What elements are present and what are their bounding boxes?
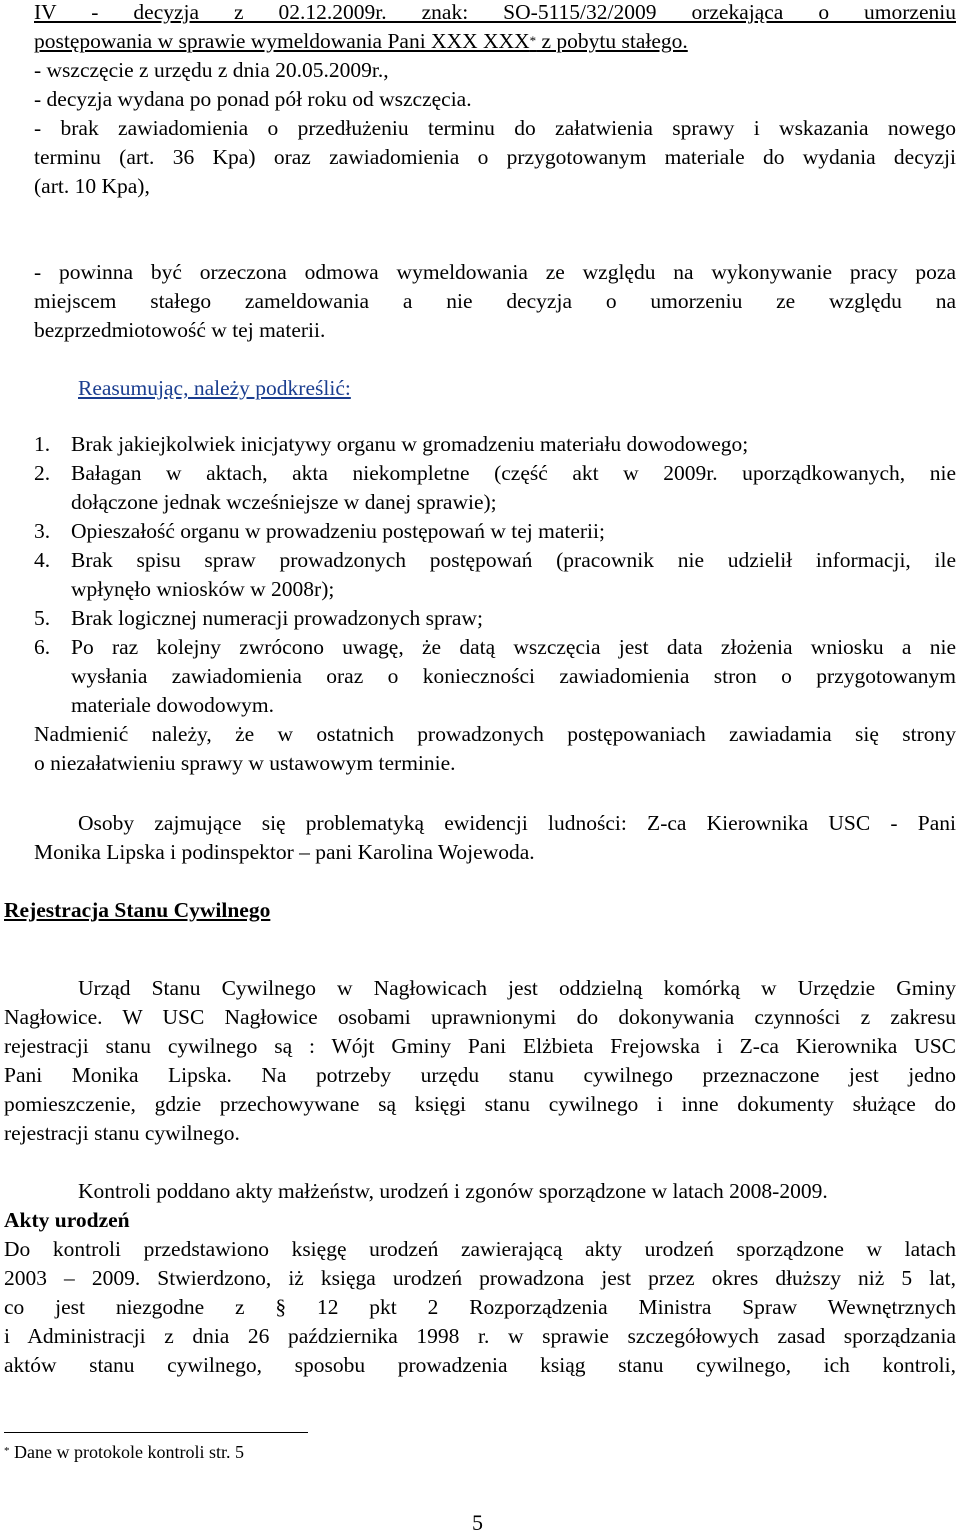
list-number: 6. [34,635,51,659]
list-item-4-line-1: Brak spisu spraw prowadzonych postępowań (pracownik nie udzielił informacji, ile [71,548,956,572]
section-iv-line-6: terminu (art. 36 Kpa) oraz zawiadomienia o przygotowanym materiale do wydania decyzji [34,145,956,169]
section-iv-line-1: IV - decyzja z 02.12.2009r. znak: SO-5115/32/2009 orzekająca o umorzeniu [34,0,956,24]
list-item-2-line-2: dołączone jednak wcześniejsze w danej sprawie); [71,490,497,514]
osoby-line-2: Monika Lipska i podinspektor – pani Karolina Wojewoda. [34,840,535,864]
usc-paragraph-line-4: Pani Monika Lipska. Na potrzeby urzędu stanu cywilnego przeznaczone jest jedno [4,1063,956,1087]
section-iv-line-7: (art. 10 Kpa), [34,174,150,198]
akty-paragraph-line-4: i Administracji z dnia 26 października 1998 r. w sprawie szczegółowych zasad sporządzania [4,1324,956,1348]
page-number: 5 [472,1510,483,1535]
section-iv-line-5: - brak zawiadomienia o przedłużeniu terminu do załatwienia sprawy i wskazania nowego [34,116,956,140]
footnote-mark: * [4,1445,10,1457]
section-iv-line-2-text: postępowania w sprawie wymeldowania Pani XXX XXX [34,29,530,53]
section-iv-line-2-end: z pobytu stałego. [536,29,688,53]
section-iv-line-4: - decyzja wydana po ponad pół roku od wszczęcia. [34,87,472,111]
list-item-3-line-1: Opieszałość organu w prowadzeniu postępowań w tej materii; [71,519,605,543]
section-iv-line-8: - powinna być orzeczona odmowa wymeldowania ze względu na wykonywanie pracy poza [34,260,956,284]
nadmienic-line-2: o niezałatwieniu sprawy w ustawowym terminie. [34,751,456,775]
usc-paragraph-line-1: Urząd Stanu Cywilnego w Nagłowicach jest oddzielną komórką w Urzędzie Gminy [78,976,956,1000]
usc-paragraph-line-2: Nagłowice. W USC Nagłowice osobami uprawnionymi do dokonywania czynności z zakresu [4,1005,956,1029]
reasumujac-heading: Reasumując, należy podkreślić: [78,376,351,400]
usc-paragraph-line-3: rejestracji stanu cywilnego są : Wójt Gminy Pani Elżbieta Frejowska i Z-ca Kierownika USC [4,1034,956,1058]
list-number: 1. [34,432,51,456]
akty-paragraph-line-1: Do kontroli przedstawiono księgę urodzeń zawierającą akty urodzeń sporządzone w latach [4,1237,956,1261]
nadmienic-line-1: Nadmienić należy, że w ostatnich prowadzonych postępowaniach zawiadamia się strony [34,722,956,746]
osoby-line-1: Osoby zajmujące się problematyką ewidencji ludności: Z-ca Kierownika USC - Pani [78,811,956,835]
kontroli-sentence: Kontroli poddano akty małżeństw, urodzeń i zgonów sporządzone w latach 2008-2009. [78,1179,828,1203]
list-number: 3. [34,519,51,543]
section-iv-line-3: - wszczęcie z urzędu z dnia 20.05.2009r., [34,58,389,82]
usc-paragraph-line-6: rejestracji stanu cywilnego. [4,1121,240,1145]
list-number: 4. [34,548,51,572]
list-number: 2. [34,461,51,485]
usc-paragraph-line-5: pomieszczenie, gdzie przechowywane są księgi stanu cywilnego i inne dokumenty służące do [4,1092,956,1116]
list-item-6-line-1: Po raz kolejny zwrócono uwagę, że datą wszczęcia jest data złożenia wniosku a nie [71,635,956,659]
section-iv-line-2 [34,27,688,56]
list-item-6-line-3: materiale dowodowym. [71,693,275,717]
footnote [4,1440,244,1464]
list-item-1-line-1: Brak jakiejkolwiek inicjatywy organu w gromadzeniu materiału dowodowego; [71,432,749,456]
section-iv-line-10: bezprzedmiotowość w tej materii. [34,318,326,342]
footnote-reference-mark: * [529,33,537,48]
footnote-separator [4,1432,308,1433]
list-item-4-line-2: wpłynęło wniosków w 2008r); [71,577,335,601]
list-number: 5. [34,606,51,630]
akty-urodzen-heading: Akty urodzeń [4,1208,130,1232]
akty-paragraph-line-5: aktów stanu cywilnego, sposobu prowadzenia ksiąg stanu cywilnego, ich kontroli, [4,1353,956,1377]
list-item-6-line-2: wysłania zawiadomienia oraz o konieczności zawiadomienia stron o przygotowanym [71,664,956,688]
list-item-5-line-1: Brak logicznej numeracji prowadzonych spraw; [71,606,483,630]
section-iv-line-9: miejscem stałego zameldowania a nie decyzja o umorzeniu ze względu na [34,289,956,313]
akty-paragraph-line-3: co jest niezgodne z § 12 pkt 2 Rozporządzenia Ministra Spraw Wewnętrznych [4,1295,956,1319]
akty-paragraph-line-2: 2003 – 2009. Stwierdzono, iż księga urodzeń prowadzona jest przez okres dłuższy niż 5 lat, [4,1266,956,1290]
footnote-text: Dane w protokole kontroli str. 5 [9,1442,244,1462]
rejestracja-heading: Rejestracja Stanu Cywilnego [4,898,271,922]
list-item-2-line-1: Bałagan w aktach, akta niekompletne (część akt w 2009r. uporządkowanych, nie [71,461,956,485]
